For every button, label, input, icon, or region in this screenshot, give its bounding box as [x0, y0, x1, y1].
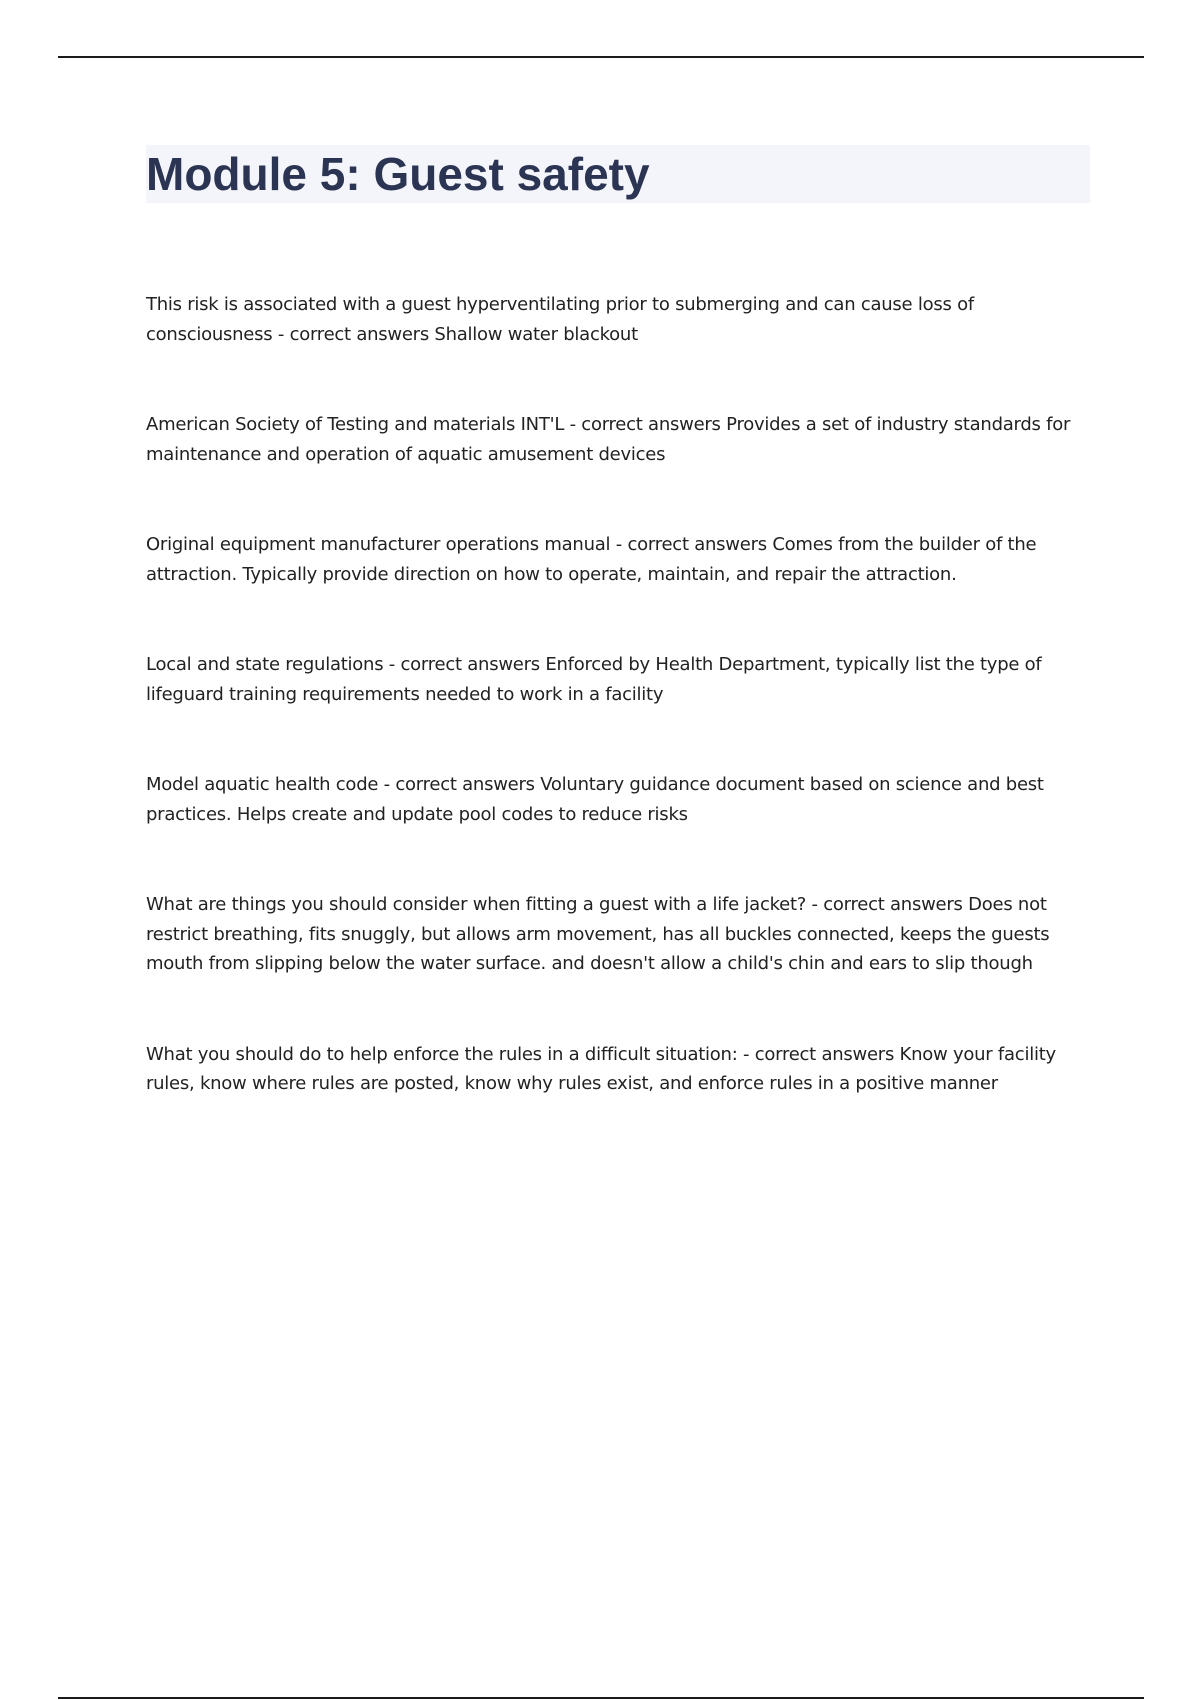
qa-entry: What are things you should consider when fitting a guest with a life jacket? - correct answers Does not restrict breathing, fits snuggly, but allows arm movement, has all buckles connected, keeps the guests mouth from slipping below the water surface. and doesn't allow a child's chin and ears to slip though: [146, 894, 1050, 974]
qa-list: [146, 290, 1090, 1160]
qa-entry: What you should do to help enforce the rules in a difficult situation: - correct answers Know your facility rules, know where rules are posted, know why rules exist, and enforce rules in a positive manner: [146, 1043, 1056, 1094]
qa-entry: Original equipment manufacturer operations manual - correct answers Comes from the builder of the attraction. Typically provide direction on how to operate, maintain, and repair the attraction.: [146, 534, 1037, 585]
qa-entry: This risk is associated with a guest hyperventilating prior to submerging and can cause loss of consciousness - correct answers Shallow water blackout: [146, 294, 974, 345]
page-title: Module 5: Guest safety: [146, 148, 650, 200]
qa-entry: Local and state regulations - correct answers Enforced by Health Department, typically list the type of lifeguard training requirements needed to work in a facility: [146, 654, 1042, 705]
header-rule: [58, 56, 1144, 58]
qa-entry: Model aquatic health code - correct answers Voluntary guidance document based on science and best practices. Helps create and update pool codes to reduce risks: [146, 774, 1044, 825]
qa-entry: American Society of Testing and materials INT'L - correct answers Provides a set of industry standards for maintenance and operation of aquatic amusement devices: [146, 414, 1071, 465]
footer-rule: [58, 1697, 1144, 1699]
